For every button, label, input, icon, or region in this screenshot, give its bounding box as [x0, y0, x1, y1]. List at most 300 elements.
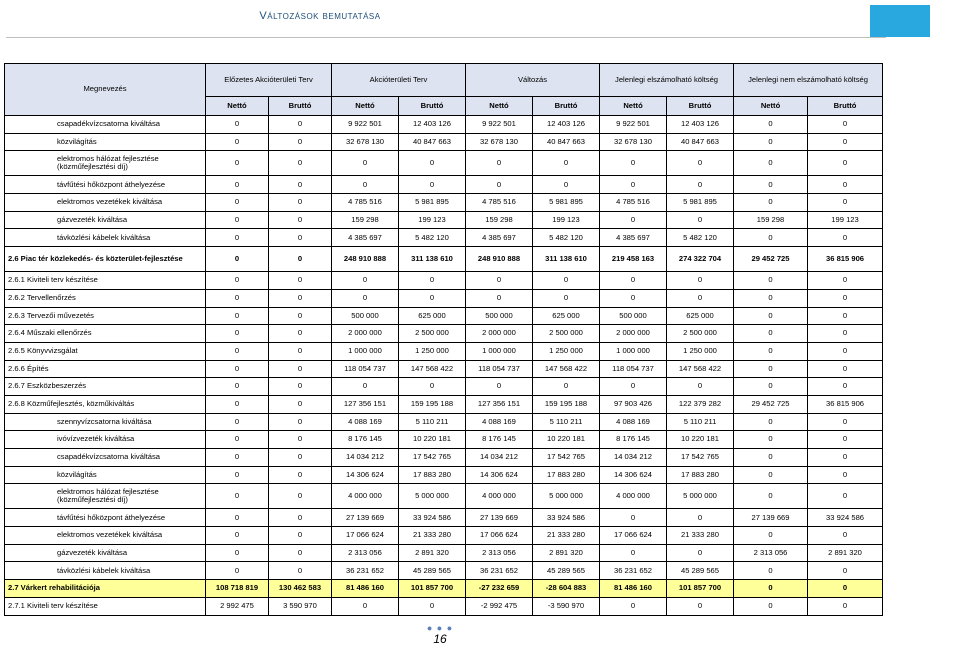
value-cell: 21 333 280	[667, 527, 734, 545]
value-cell: 0	[808, 229, 883, 247]
value-cell: 0	[399, 597, 466, 615]
value-cell: 0	[332, 378, 399, 396]
value-cell: 0	[600, 378, 667, 396]
value-cell: 81 486 160	[332, 580, 399, 598]
value-cell: 32 678 130	[466, 133, 533, 151]
table-row	[5, 229, 883, 247]
value-cell: 27 139 669	[734, 509, 808, 527]
row-label: elektromos hálózat fejlesztése (közműfejlesztési díj)	[5, 151, 206, 176]
value-cell: 0	[734, 597, 808, 615]
value-cell: 0	[734, 484, 808, 509]
table-row	[5, 211, 883, 229]
value-cell: 0	[734, 562, 808, 580]
value-cell: 0	[206, 544, 269, 562]
value-cell: 5 110 211	[667, 413, 734, 431]
value-cell: 4 088 169	[600, 413, 667, 431]
value-cell: 0	[206, 484, 269, 509]
row-label: 2.6.2 Tervellenőrzés	[5, 289, 206, 307]
row-label: közvilágítás	[5, 133, 206, 151]
column-group-header: Előzetes Akcióterületi Terv	[206, 64, 332, 97]
value-cell: 0	[206, 378, 269, 396]
value-cell: 14 306 624	[466, 466, 533, 484]
value-cell: 0	[269, 229, 332, 247]
value-cell: 0	[533, 176, 600, 194]
value-cell: 5 000 000	[399, 484, 466, 509]
value-cell: 0	[206, 342, 269, 360]
value-cell: 32 678 130	[332, 133, 399, 151]
value-cell: 12 403 126	[533, 116, 600, 134]
value-cell: 0	[734, 272, 808, 290]
value-cell: 0	[332, 151, 399, 176]
table-row	[5, 449, 883, 467]
value-cell: 199 123	[399, 211, 466, 229]
value-cell: 0	[269, 360, 332, 378]
value-cell: 0	[466, 151, 533, 176]
value-cell: 0	[269, 378, 332, 396]
row-label: távfűtési hőközpont áthelyezése	[5, 509, 206, 527]
value-cell: 0	[206, 466, 269, 484]
value-cell: 159 298	[466, 211, 533, 229]
row-label: 2.6.3 Tervezői művezetés	[5, 307, 206, 325]
table-row	[5, 580, 883, 598]
value-cell: 4 385 697	[600, 229, 667, 247]
value-cell: 0	[269, 544, 332, 562]
value-cell: 0	[206, 431, 269, 449]
value-cell: 14 306 624	[332, 466, 399, 484]
value-cell: 122 379 282	[667, 395, 734, 413]
row-label: szennyvízcsatorna kiváltása	[5, 413, 206, 431]
value-cell: 3 590 970	[269, 597, 332, 615]
value-cell: 0	[808, 449, 883, 467]
value-cell: 0	[808, 562, 883, 580]
value-cell: 0	[808, 378, 883, 396]
value-cell: 4 785 516	[332, 194, 399, 212]
value-cell: 33 924 586	[533, 509, 600, 527]
table-row	[5, 484, 883, 509]
value-cell: 0	[600, 272, 667, 290]
value-cell: 36 815 906	[808, 395, 883, 413]
value-cell: 0	[734, 151, 808, 176]
value-cell: 33 924 586	[399, 509, 466, 527]
value-cell: 1 250 000	[533, 342, 600, 360]
value-cell: 5 981 895	[399, 194, 466, 212]
value-cell: 0	[734, 307, 808, 325]
value-cell: 0	[734, 289, 808, 307]
value-cell: 0	[808, 360, 883, 378]
value-cell: 0	[269, 466, 332, 484]
value-cell: 0	[808, 484, 883, 509]
value-cell: 0	[808, 116, 883, 134]
value-cell: 0	[808, 580, 883, 598]
value-cell: 0	[667, 509, 734, 527]
table-row	[5, 151, 883, 176]
column-subheader: Nettó	[332, 97, 399, 116]
value-cell: 0	[206, 133, 269, 151]
value-cell: 0	[269, 484, 332, 509]
value-cell: 159 298	[734, 211, 808, 229]
value-cell: 500 000	[466, 307, 533, 325]
value-cell: 0	[600, 597, 667, 615]
column-subheader: Bruttó	[808, 97, 883, 116]
row-label: gázvezeték kiváltása	[5, 211, 206, 229]
value-cell: 0	[399, 378, 466, 396]
value-cell: 0	[206, 116, 269, 134]
column-subheader: Nettó	[466, 97, 533, 116]
value-cell: -3 590 970	[533, 597, 600, 615]
value-cell: 0	[533, 378, 600, 396]
table-row	[5, 544, 883, 562]
value-cell: 5 000 000	[667, 484, 734, 509]
value-cell: 2 500 000	[533, 325, 600, 343]
value-cell: 0	[269, 325, 332, 343]
value-cell: 29 452 725	[734, 395, 808, 413]
value-cell: 5 000 000	[533, 484, 600, 509]
value-cell: 40 847 663	[667, 133, 734, 151]
value-cell: 248 910 888	[466, 247, 533, 272]
value-cell: 1 000 000	[332, 342, 399, 360]
table-row	[5, 597, 883, 615]
value-cell: 0	[734, 342, 808, 360]
value-cell: 81 486 160	[600, 580, 667, 598]
value-cell: 0	[600, 544, 667, 562]
value-cell: 0	[332, 597, 399, 615]
value-cell: 0	[734, 378, 808, 396]
value-cell: 0	[734, 133, 808, 151]
value-cell: 311 138 610	[399, 247, 466, 272]
value-cell: 12 403 126	[399, 116, 466, 134]
value-cell: 0	[399, 272, 466, 290]
value-cell: 0	[399, 176, 466, 194]
value-cell: 0	[466, 272, 533, 290]
table-row	[5, 289, 883, 307]
value-cell: 219 458 163	[600, 247, 667, 272]
value-cell: 4 000 000	[466, 484, 533, 509]
column-subheader: Bruttó	[269, 97, 332, 116]
value-cell: 0	[206, 562, 269, 580]
value-cell: 0	[667, 378, 734, 396]
row-label: elektromos vezetékek kiváltása	[5, 527, 206, 545]
value-cell: 118 054 737	[332, 360, 399, 378]
value-cell: 118 054 737	[600, 360, 667, 378]
column-group-header: Változás	[466, 64, 600, 97]
column-group-header: Jelenlegi elszámolható költség	[600, 64, 734, 97]
value-cell: 118 054 737	[466, 360, 533, 378]
value-cell: 0	[808, 325, 883, 343]
value-cell: 14 306 624	[600, 466, 667, 484]
table-row	[5, 562, 883, 580]
value-cell: 10 220 181	[533, 431, 600, 449]
value-cell: 0	[206, 289, 269, 307]
value-cell: 9 922 501	[466, 116, 533, 134]
value-cell: 0	[399, 151, 466, 176]
value-cell: 0	[206, 325, 269, 343]
value-cell: 0	[667, 211, 734, 229]
row-label: elektromos hálózat fejlesztése (közműfejlesztési díj)	[5, 484, 206, 509]
table-row	[5, 176, 883, 194]
column-subheader: Bruttó	[667, 97, 734, 116]
value-cell: 2 313 056	[466, 544, 533, 562]
table-row	[5, 431, 883, 449]
value-cell: 108 718 819	[206, 580, 269, 598]
row-label: távközlési kábelek kiváltása	[5, 562, 206, 580]
value-cell: 2 992 475	[206, 597, 269, 615]
value-cell: 10 220 181	[399, 431, 466, 449]
value-cell: 29 452 725	[734, 247, 808, 272]
value-cell: 8 176 145	[332, 431, 399, 449]
value-cell: 0	[269, 211, 332, 229]
footer-dots-decoration: ● ● ●	[426, 623, 454, 633]
value-cell: 17 883 280	[533, 466, 600, 484]
value-cell: 0	[533, 272, 600, 290]
value-cell: 2 891 320	[533, 544, 600, 562]
column-group-header: Jelenlegi nem elszámolható költség	[734, 64, 883, 97]
page-number: 16	[433, 632, 447, 646]
value-cell: 0	[600, 151, 667, 176]
value-cell: 5 110 211	[533, 413, 600, 431]
value-cell: 0	[808, 597, 883, 615]
table-row	[5, 194, 883, 212]
row-label: 2.6.6 Építés	[5, 360, 206, 378]
value-cell: 8 176 145	[600, 431, 667, 449]
value-cell: 0	[808, 194, 883, 212]
value-cell: 127 356 151	[466, 395, 533, 413]
value-cell: 0	[808, 289, 883, 307]
value-cell: 0	[206, 272, 269, 290]
value-cell: 14 034 212	[332, 449, 399, 467]
value-cell: 248 910 888	[332, 247, 399, 272]
table-row	[5, 413, 883, 431]
value-cell: 625 000	[533, 307, 600, 325]
value-cell: 0	[332, 289, 399, 307]
value-cell: 0	[206, 509, 269, 527]
value-cell: 0	[206, 247, 269, 272]
value-cell: 159 298	[332, 211, 399, 229]
value-cell: 17 066 624	[332, 527, 399, 545]
value-cell: 0	[734, 194, 808, 212]
value-cell: 5 981 895	[533, 194, 600, 212]
value-cell: 0	[269, 527, 332, 545]
table-row	[5, 466, 883, 484]
value-cell: 0	[269, 431, 332, 449]
table-row	[5, 360, 883, 378]
row-label: ivóvízvezeték kiváltása	[5, 431, 206, 449]
column-subheader: Nettó	[600, 97, 667, 116]
page-header	[0, 10, 640, 22]
value-cell: 0	[734, 229, 808, 247]
value-cell: 0	[332, 272, 399, 290]
value-cell: 159 195 188	[399, 395, 466, 413]
value-cell: 2 313 056	[734, 544, 808, 562]
column-subheader: Nettó	[206, 97, 269, 116]
table-row	[5, 307, 883, 325]
header-divider	[6, 37, 886, 38]
value-cell: 0	[206, 194, 269, 212]
value-cell: 199 123	[808, 211, 883, 229]
value-cell: 0	[808, 431, 883, 449]
value-cell: 0	[667, 151, 734, 176]
value-cell: 0	[399, 289, 466, 307]
value-cell: 0	[206, 360, 269, 378]
page-header-title: Változások bemutatása	[259, 10, 381, 22]
value-cell: 0	[734, 413, 808, 431]
row-label: 2.7 Várkert rehabilitációja	[5, 580, 206, 598]
row-label: 2.6.5 Könyvvizsgálat	[5, 342, 206, 360]
value-cell: 0	[269, 176, 332, 194]
value-cell: 5 110 211	[399, 413, 466, 431]
value-cell: 21 333 280	[533, 527, 600, 545]
budget-table	[4, 63, 883, 616]
column-subheader: Bruttó	[399, 97, 466, 116]
value-cell: 0	[206, 229, 269, 247]
value-cell: 45 289 565	[667, 562, 734, 580]
value-cell: 0	[332, 176, 399, 194]
row-label: elektromos vezetékek kiváltása	[5, 194, 206, 212]
row-label: 2.6.7 Eszközbeszerzés	[5, 378, 206, 396]
value-cell: 2 500 000	[399, 325, 466, 343]
value-cell: 2 891 320	[399, 544, 466, 562]
column-group-header: Akcióterületi Terv	[332, 64, 466, 97]
value-cell: 2 500 000	[667, 325, 734, 343]
value-cell: 4 785 516	[600, 194, 667, 212]
value-cell: 17 066 624	[600, 527, 667, 545]
table-row	[5, 325, 883, 343]
value-cell: 0	[269, 395, 332, 413]
value-cell: 0	[808, 466, 883, 484]
table-row	[5, 342, 883, 360]
value-cell: 0	[808, 527, 883, 545]
value-cell: 147 568 422	[533, 360, 600, 378]
value-cell: 1 250 000	[399, 342, 466, 360]
value-cell: 27 139 669	[466, 509, 533, 527]
value-cell: 40 847 663	[399, 133, 466, 151]
value-cell: 0	[269, 116, 332, 134]
value-cell: 2 000 000	[600, 325, 667, 343]
value-cell: 0	[206, 151, 269, 176]
value-cell: 0	[808, 272, 883, 290]
value-cell: 0	[600, 176, 667, 194]
table-row	[5, 527, 883, 545]
value-cell: 0	[600, 211, 667, 229]
value-cell: 0	[808, 133, 883, 151]
value-cell: 0	[206, 307, 269, 325]
value-cell: 625 000	[667, 307, 734, 325]
value-cell: 0	[206, 211, 269, 229]
value-cell: 0	[600, 289, 667, 307]
value-cell: 1 250 000	[667, 342, 734, 360]
row-label: 2.6 Piac tér közlekedés- és közterület-fejlesztése	[5, 247, 206, 272]
row-label: csapadékvízcsatorna kiváltása	[5, 116, 206, 134]
table-row	[5, 378, 883, 396]
value-cell: 4 385 697	[466, 229, 533, 247]
value-cell: 0	[269, 562, 332, 580]
value-cell: 625 000	[399, 307, 466, 325]
value-cell: -27 232 659	[466, 580, 533, 598]
value-cell: 199 123	[533, 211, 600, 229]
value-cell: 8 176 145	[466, 431, 533, 449]
value-cell: 147 568 422	[399, 360, 466, 378]
value-cell: 0	[600, 509, 667, 527]
table-row	[5, 272, 883, 290]
value-cell: 0	[734, 176, 808, 194]
column-subheader: Nettó	[734, 97, 808, 116]
value-cell: 9 922 501	[332, 116, 399, 134]
value-cell: 0	[734, 466, 808, 484]
value-cell: 97 903 426	[600, 395, 667, 413]
row-label: távközlési kábelek kiváltása	[5, 229, 206, 247]
value-cell: 0	[269, 449, 332, 467]
row-label: gázvezeték kiváltása	[5, 544, 206, 562]
value-cell: 101 857 700	[399, 580, 466, 598]
value-cell: 33 924 586	[808, 509, 883, 527]
value-cell: 10 220 181	[667, 431, 734, 449]
value-cell: 4 385 697	[332, 229, 399, 247]
value-cell: 12 403 126	[667, 116, 734, 134]
value-cell: 0	[667, 544, 734, 562]
value-cell: 5 981 895	[667, 194, 734, 212]
value-cell: 0	[667, 289, 734, 307]
value-cell: 0	[533, 289, 600, 307]
value-cell: 5 482 120	[533, 229, 600, 247]
value-cell: 36 815 906	[808, 247, 883, 272]
value-cell: 0	[667, 272, 734, 290]
value-cell: 0	[269, 307, 332, 325]
value-cell: 311 138 610	[533, 247, 600, 272]
value-cell: 27 139 669	[332, 509, 399, 527]
row-label: 2.6.8 Közműfejlesztés, közműkiváltás	[5, 395, 206, 413]
value-cell: 0	[269, 247, 332, 272]
value-cell: 0	[734, 431, 808, 449]
value-cell: 500 000	[332, 307, 399, 325]
value-cell: 45 289 565	[533, 562, 600, 580]
value-cell: -2 992 475	[466, 597, 533, 615]
column-header-name: Megnevezés	[5, 64, 206, 116]
value-cell: 0	[269, 342, 332, 360]
value-cell: 0	[269, 133, 332, 151]
value-cell: 0	[466, 378, 533, 396]
value-cell: 0	[206, 449, 269, 467]
table-body	[5, 116, 883, 616]
value-cell: 0	[206, 176, 269, 194]
value-cell: 4 000 000	[332, 484, 399, 509]
value-cell: 0	[808, 342, 883, 360]
value-cell: 0	[269, 289, 332, 307]
value-cell: 159 195 188	[533, 395, 600, 413]
table-row	[5, 395, 883, 413]
value-cell: 5 482 120	[667, 229, 734, 247]
header-row-groups	[5, 64, 883, 97]
table-row	[5, 509, 883, 527]
value-cell: 4 785 516	[466, 194, 533, 212]
value-cell: 40 847 663	[533, 133, 600, 151]
value-cell: 14 034 212	[466, 449, 533, 467]
value-cell: 0	[808, 176, 883, 194]
value-cell: 36 231 652	[332, 562, 399, 580]
value-cell: 36 231 652	[466, 562, 533, 580]
value-cell: 17 066 624	[466, 527, 533, 545]
value-cell: 274 322 704	[667, 247, 734, 272]
value-cell: 1 000 000	[600, 342, 667, 360]
value-cell: 0	[808, 307, 883, 325]
value-cell: 500 000	[600, 307, 667, 325]
table-row	[5, 247, 883, 272]
value-cell: 0	[808, 413, 883, 431]
table-row	[5, 116, 883, 134]
value-cell: 9 922 501	[600, 116, 667, 134]
value-cell: 0	[667, 597, 734, 615]
value-cell: 2 000 000	[332, 325, 399, 343]
value-cell: 0	[734, 325, 808, 343]
value-cell: 0	[269, 272, 332, 290]
